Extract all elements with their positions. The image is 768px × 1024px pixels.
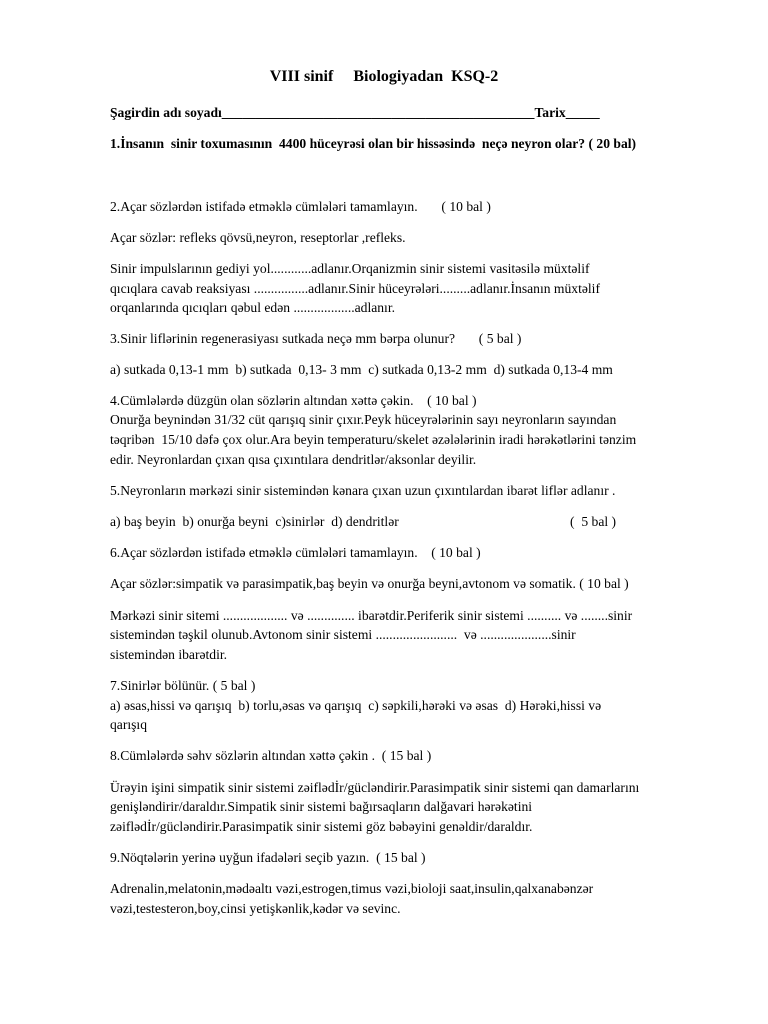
question-4-line: təqribən 15/10 dəfə çox olur.Ara beyin temperaturu/skelet əzələlərinin iradi hərəkətlərini tənzim [110,432,637,447]
student-name-line: Şagirdin adı soyadı______________________________________________Tarix_____ [110,105,600,120]
question-7-line: a) əsas,hissi və qarışıq b) torlu,əsas və qarışıq c) səpkili,hərəki və əsas d) Hərəki,hissi və [110,698,602,713]
question-8-line: Ürəyin işini simpatik sinir sistemi zəiflədİr/gücləndirir.Parasimpatik sinir sistemi qan damarlarını [110,780,640,795]
question-1: 1.İnsanın sinir toxumasının 4400 hüceyrəsi olan bir hissəsində neçə neyron olar? ( 20 bal) [110,136,637,151]
question-5-points: ( 5 bal ) [570,514,617,529]
question-8-line: zəiflədİr/gücləndirir.Parasimpatik sinir sistemi göz bəbəyini genəldir/daraldır. [110,819,533,834]
question-6-line: sistemindən ibarətdir. [110,647,228,662]
question-4-prompt: 4.Cümlələrdə düzgün olan sözlərin altından xəttə çəkin. ( 10 bal ) [110,393,477,408]
question-8-line: genişləndirir/daraldır.Simpatik sinir sistemi bağırsaqların dalğavari hərəkətini [110,799,533,814]
question-6-line: Mərkəzi sinir sitemi ................... və .............. ibarətdir.Periferik sinir sistemi .......... və ........sinir [110,608,633,623]
question-2-keywords: Açar sözlər: refleks qövsü,neyron, reseptorlar ,refleks. [110,230,406,245]
question-3-options: a) sutkada 0,13-1 mm b) sutkada 0,13- 3 mm c) sutkada 0,13-2 mm d) sutkada 0,13-4 mm [110,362,613,377]
question-7-line: qarışıq [110,717,147,732]
question-7-prompt: 7.Sinirlər bölünür. ( 5 bal ) [110,678,256,693]
question-8-prompt: 8.Cümlələrdə səhv sözlərin altından xəttə çəkin . ( 15 bal ) [110,748,432,763]
worksheet-title: VIII sinif Biologiyadan KSQ-2 [269,68,499,85]
question-6-prompt: 6.Açar sözlərdən istifadə etməklə cümlələri tamamlayın. ( 10 bal ) [110,545,481,560]
question-6-line: sistemindən təşkil olunub.Avtonom sinir sistemi ........................ və .....................sinir [110,627,576,642]
question-3-prompt: 3.Sinir liflərinin regenerasiyası sutkada neçə mm bərpa olunur? ( 5 bal ) [110,331,522,346]
question-2-line: orqanlarında qıcıqları qəbul edən ..................adlanır. [110,300,396,315]
question-9-line: Adrenalin,melatonin,mədəaltı vəzi,estrogen,timus vəzi,bioloji saat,insulin,qalxanabənzər [110,881,594,896]
question-2-line: Sinir impulslarının gediyi yol............adlanır.Orqanizmin sinir sistemi vasitəsilə müxtəlif [110,261,590,276]
question-6-keywords: Açar sözlər:simpatik və parasimpatik,baş beyin və onurğa beyni,avtonom və somatik. ( 10 bal ) [110,576,629,591]
question-4-line: edir. Neyronlardan çıxan qısa çıxıntılara dendritlər/aksonlar deyilir. [110,452,477,467]
question-9-prompt: 9.Nöqtələrin yerinə uyğun ifadələri seçib yazın. ( 15 bal ) [110,850,426,865]
question-5-prompt: 5.Neyronların mərkəzi sinir sistemindən kənara çıxan uzun çıxıntılardan ibarət liflər adlanır . [110,483,616,498]
question-2-line: qıcıqlara cavab reaksiyası ................adlanır.Sinir hüceyrələri.........adlanır.İnsanın müxtəlif [110,281,600,296]
question-2-prompt: 2.Açar sözlərdən istifadə etməklə cümlələri tamamlayın. ( 10 bal ) [110,199,491,214]
question-5-options: a) baş beyin b) onurğa beyni c)sinirlər d) dendritlər [110,514,399,529]
question-9-line: vəzi,testesteron,boy,cinsi yetişkənlik,kədər və sevinc. [110,901,401,916]
question-4-line: Onurğa beynindən 31/32 cüt qarışıq sinir çıxır.Peyk hüceyrələrinin sayı neyronların sayından [110,412,617,427]
